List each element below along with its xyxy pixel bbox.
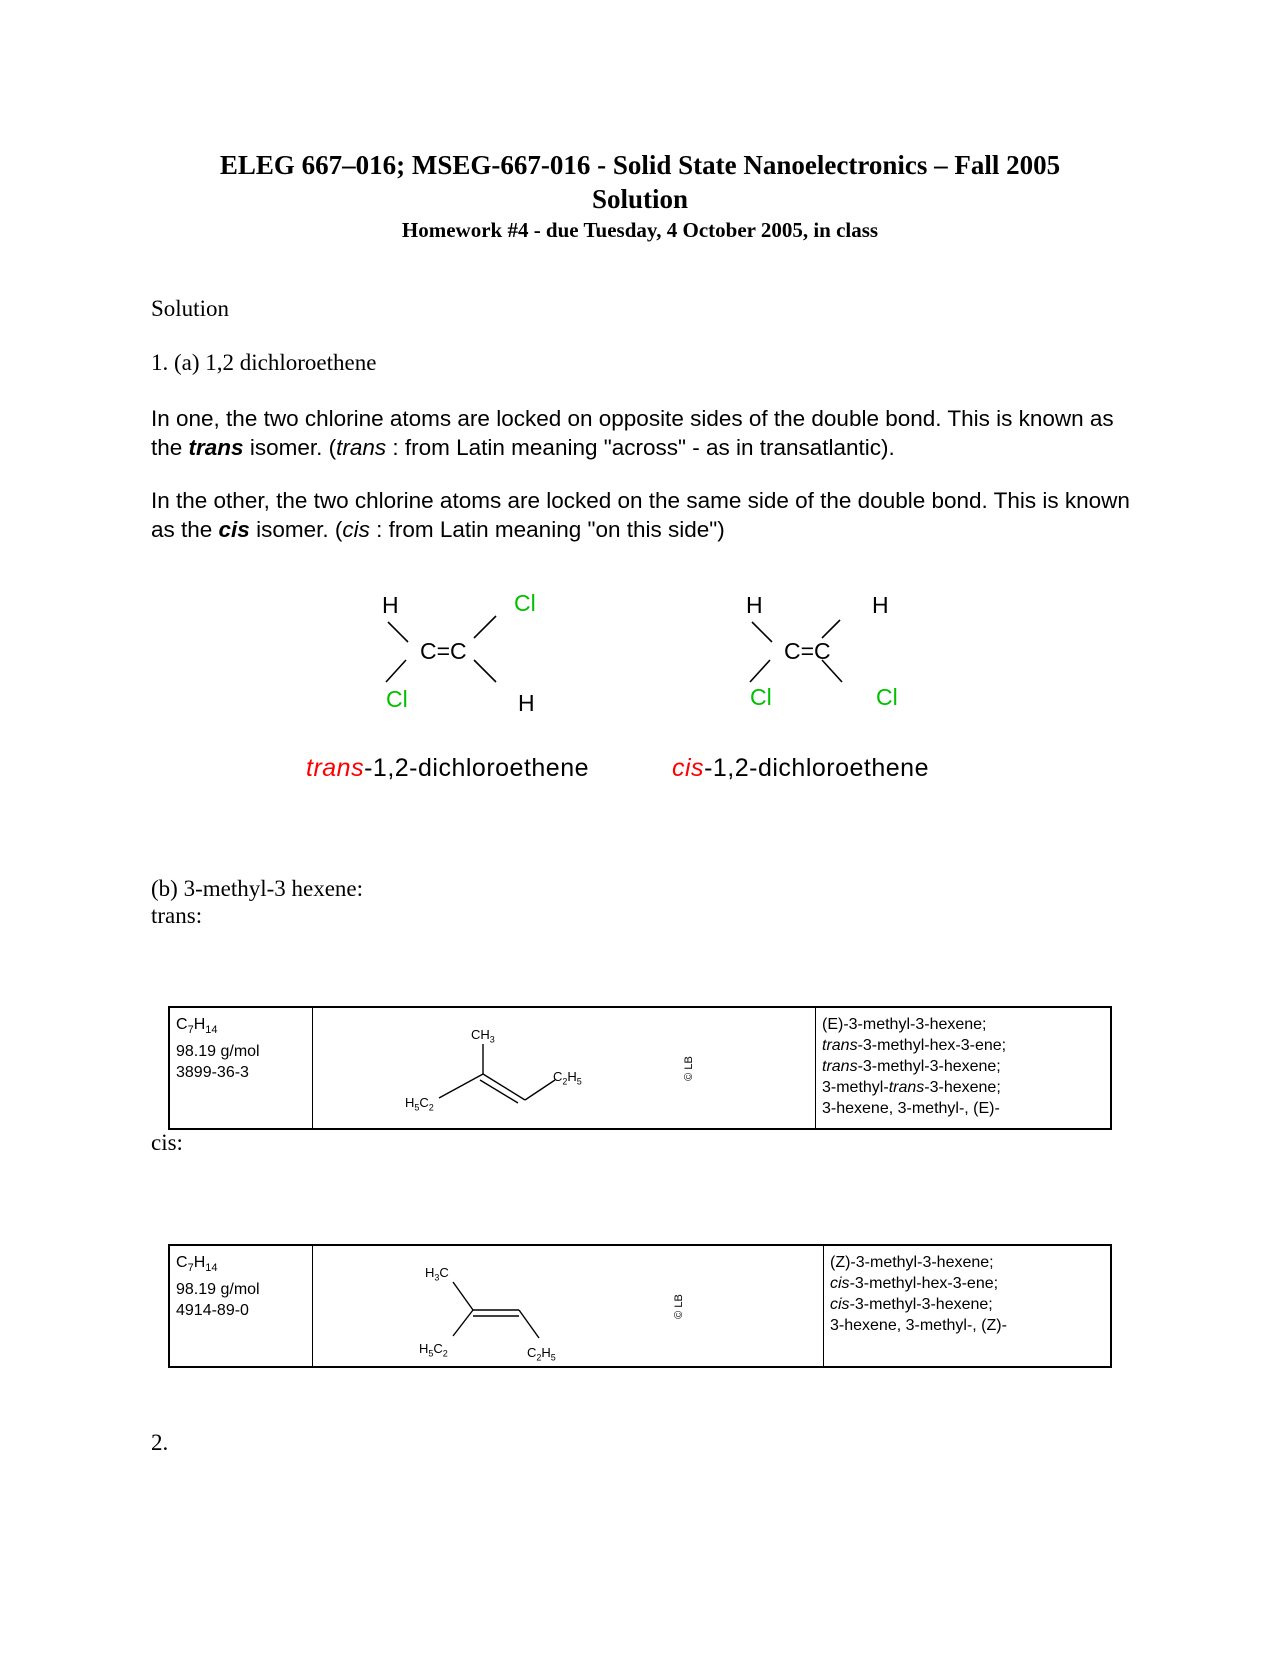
h3c-group: $H_3C$: [425, 1265, 449, 1283]
para-text: : from Latin meaning "on this side"): [369, 517, 725, 542]
cis-bottom-left-atom: Cl: [750, 684, 772, 710]
trans-structure-cell: [313, 1007, 816, 1129]
cis-double-bond: C=C: [784, 638, 831, 664]
trans-prefix: trans: [306, 754, 365, 782]
para-text: isomer. (: [243, 435, 337, 460]
cis-explanation: [151, 486, 1151, 544]
name-italic: cis: [830, 1275, 850, 1292]
q1b-heading: (b) 3-methyl-3 hexene:: [151, 876, 364, 901]
name-line: [822, 1077, 1104, 1098]
copyright-mark: © LB: [682, 1056, 695, 1081]
formula: $C_7H_{14}$: [176, 1254, 218, 1275]
trans-names-cell: [816, 1007, 1112, 1129]
c2h5-group: $C_2H_5$: [527, 1345, 556, 1363]
name-text: -3-methyl-hex-3-ene;: [849, 1275, 999, 1292]
name-line: [830, 1294, 1104, 1315]
trans-hexene-table: [168, 1006, 1112, 1130]
label-rest: -1,2-dichloroethene: [364, 754, 590, 782]
name-italic: trans: [888, 1079, 925, 1096]
name-line: (Z)-3-methyl-3-hexene;: [830, 1254, 994, 1271]
para-text: In the other, the two chlorine atoms are locked on the same side of the double bond. This is known as the: [151, 488, 1130, 542]
cas-number: 4914-89-0: [176, 1302, 249, 1320]
molar-mass: 98.19 g/mol: [176, 1281, 260, 1299]
cis-top-left-atom: H: [746, 592, 763, 618]
name-line: [822, 1035, 1104, 1056]
dichloroethene-diagram: [300, 590, 980, 830]
solution-label: Solution: [151, 296, 229, 321]
trans-label: trans:: [151, 903, 203, 928]
para-italic: trans: [336, 435, 387, 460]
trans-bottom-right-atom: H: [518, 690, 535, 716]
para-bold: cis: [218, 517, 250, 542]
name-italic: cis: [830, 1296, 850, 1313]
name-text: -3-methyl-hex-3-ene;: [857, 1037, 1007, 1054]
name-line: 3-hexene, 3-methyl-, (E)-: [822, 1100, 1000, 1117]
cis-top-right-atom: H: [872, 592, 889, 618]
h5c2-group: $H_5C_2$: [419, 1341, 448, 1359]
trans-properties-cell: [169, 1007, 313, 1129]
para-text: : from Latin meaning "across" - as in transatlantic).: [386, 435, 895, 460]
para-text: In one, the two chlorine atoms are locked on opposite sides of the double bond. This is known as the: [151, 406, 1114, 460]
trans-top-left-atom: H: [382, 592, 399, 618]
cis-structure-cell: [313, 1245, 824, 1367]
homework-due-line: Homework #4 - due Tuesday, 4 October 2005, in class: [401, 218, 879, 242]
name-line: [822, 1056, 1104, 1077]
name-text: -3-hexene;: [924, 1079, 1001, 1096]
trans-explanation: [151, 404, 1151, 462]
cis-hexene-table: [168, 1244, 1112, 1368]
table-row: [169, 1245, 1111, 1367]
cis-properties-cell: [169, 1245, 313, 1367]
name-italic: trans: [822, 1058, 858, 1075]
para-text: isomer. (: [249, 517, 343, 542]
q1a-heading: 1. (a) 1,2 dichloroethene: [151, 350, 377, 375]
cis-bottom-right-atom: Cl: [876, 684, 898, 710]
cis-structure-bonds: [313, 1246, 811, 1364]
ch3-group: $CH_3$: [471, 1027, 495, 1045]
c2h5-group: $C_2H_5$: [553, 1069, 582, 1087]
cis-prefix: cis: [672, 754, 705, 782]
label-rest: -1,2-dichloroethene: [704, 754, 929, 782]
q2-label: 2.: [151, 1430, 169, 1455]
trans-double-bond: C=C: [420, 638, 467, 664]
trans-bottom-left-atom: Cl: [386, 686, 408, 712]
cas-number: 3899-36-3: [176, 1064, 249, 1082]
formula: $C_7H_{14}$: [176, 1016, 218, 1037]
doc-title: ELEG 667–016; MSEG-667-016 - Solid State Nanoelectronics – Fall 2005: [219, 150, 1061, 180]
h5c2-group: $H_5C_2$: [405, 1095, 434, 1113]
para-italic: cis: [342, 517, 370, 542]
para-bold: trans: [188, 435, 244, 460]
name-text: -3-methyl-3-hexene;: [857, 1058, 1001, 1075]
cis-label: cis:: [151, 1130, 183, 1155]
table-row: [169, 1007, 1111, 1129]
cis-dichloroethene-label: [672, 754, 929, 783]
trans-dichloroethene-label: [306, 754, 589, 783]
name-line: (E)-3-methyl-3-hexene;: [822, 1016, 987, 1033]
name-italic: trans: [822, 1037, 858, 1054]
trans-top-right-atom: Cl: [514, 590, 536, 616]
copyright-mark: © LB: [672, 1294, 685, 1319]
molar-mass: 98.19 g/mol: [176, 1043, 260, 1061]
name-text: 3-methyl-: [822, 1079, 889, 1096]
name-text: -3-methyl-3-hexene;: [849, 1296, 993, 1313]
cis-names-cell: [824, 1245, 1112, 1367]
name-line: [830, 1273, 1104, 1294]
name-line: 3-hexene, 3-methyl-, (Z)-: [830, 1317, 1007, 1334]
doc-subtitle: Solution: [591, 184, 689, 214]
